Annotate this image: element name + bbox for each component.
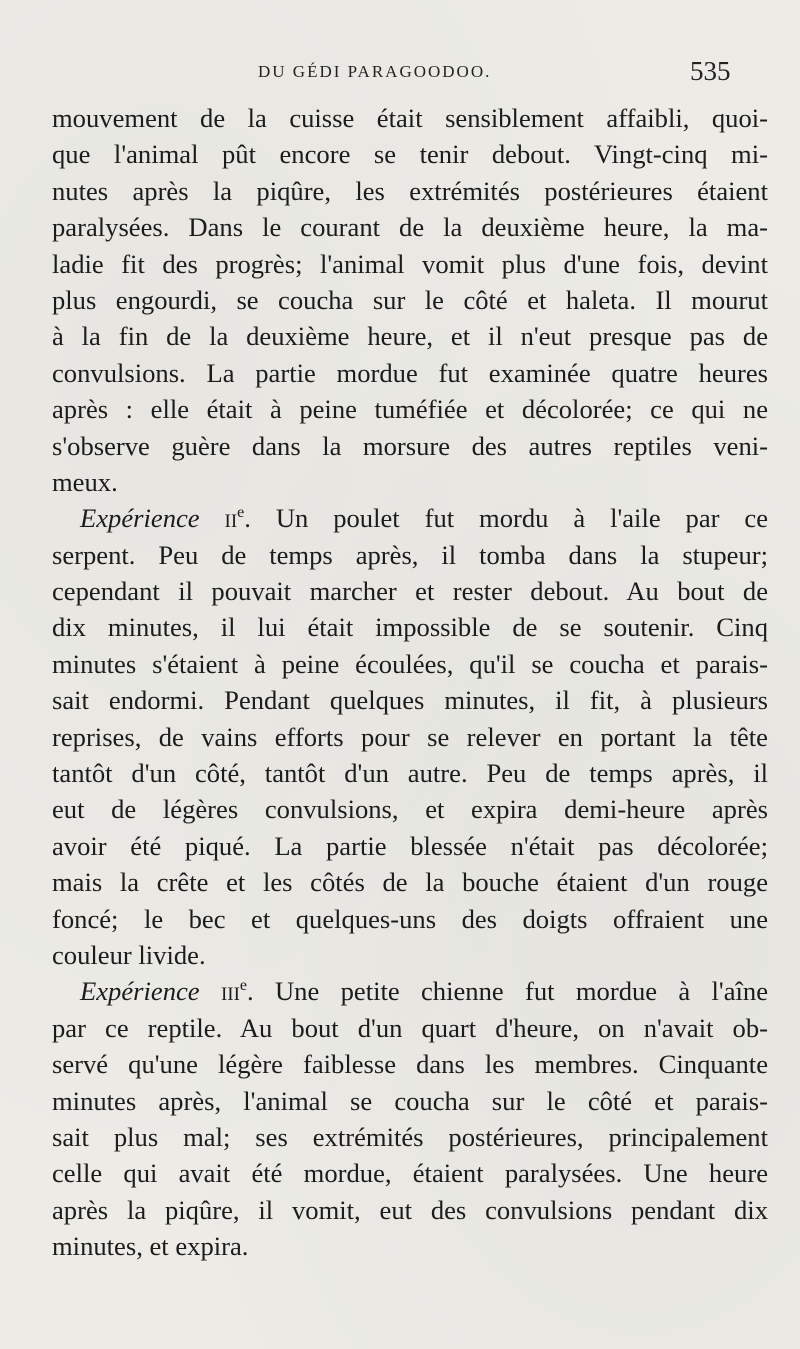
experiment-ordinal: iii — [220, 976, 240, 1007]
experiment-heading-line — [52, 500, 768, 536]
running-head — [0, 58, 800, 98]
text-line: avoir été piqué. La partie blessée n'était pas décolorée; — [52, 830, 768, 861]
text-line: tantôt d'un côté, tantôt d'un autre. Peu de temps après, il — [52, 758, 768, 789]
text-line: reprises, de vains efforts pour se relever en portant la tête — [52, 721, 768, 752]
text-line: celle qui avait été mordue, étaient paralysées. Une heure — [52, 1158, 768, 1189]
text-line: serpent. Peu de temps après, il tomba dans la stupeur; — [52, 539, 768, 570]
text-line: après : elle était à peine tuméfiée et décolorée; ce qui ne — [52, 394, 768, 425]
text-line: minutes après, l'animal se coucha sur le côté et parais- — [52, 1085, 768, 1116]
running-title: DU GÉDI PARAGOODOO. — [258, 62, 492, 81]
text-line: meux. — [52, 466, 118, 497]
ordinal-suffix: e — [239, 977, 248, 995]
text-line: que l'animal pût encore se tenir debout. Vingt-cinq mi- — [52, 139, 768, 170]
text-line: foncé; le bec et quelques-uns des doigts offraient une — [52, 903, 768, 934]
page-number: 535 — [690, 56, 731, 86]
text-line: sait plus mal; ses extrémités postérieures, principalement — [52, 1121, 768, 1152]
experiment-label: Expérience — [80, 976, 200, 1007]
experiment-label: Expérience — [80, 503, 200, 534]
text-line: paralysées. Dans le courant de la deuxième heure, la ma- — [52, 212, 768, 243]
text-line: plus engourdi, se coucha sur le côté et haleta. Il mourut — [52, 284, 768, 315]
body-text — [52, 100, 768, 1265]
experiment-heading-line — [52, 973, 768, 1009]
text-line: eut de légères convulsions, et expira demi-heure après — [52, 794, 768, 825]
first-line-text: . Une petite chienne fut mordue à l'aîne — [247, 976, 768, 1007]
text-line: servé qu'une légère faiblesse dans les membres. Cinquante — [52, 1049, 768, 1080]
text-line: cependant il pouvait marcher et rester debout. Au bout de — [52, 576, 768, 607]
text-line: nutes après la piqûre, les extrémités postérieures étaient — [52, 175, 768, 206]
ordinal-suffix: e — [237, 504, 245, 522]
text-line: couleur livide. — [52, 939, 206, 970]
text-line: s'observe guère dans la morsure des autres reptiles veni- — [52, 430, 768, 461]
text-line: par ce reptile. Au bout d'un quart d'heure, on n'avait ob- — [52, 1012, 768, 1043]
experiment-ordinal: ii — [224, 503, 238, 534]
text-line: à la fin de la deuxième heure, et il n'eut presque pas de — [52, 321, 768, 352]
text-line: mouvement de la cuisse était sensiblement affaibli, quoi- — [52, 103, 768, 133]
text-line: mais la crête et les côtés de la bouche étaient d'un rouge — [52, 867, 768, 898]
text-line: convulsions. La partie mordue fut examinée quatre heures — [52, 357, 768, 388]
text-line: minutes, et expira. — [52, 1231, 249, 1262]
first-line-text: . Un poulet fut mordu à l'aile par ce — [244, 503, 768, 534]
text-line: après la piqûre, il vomit, eut des convulsions pendant dix — [52, 1194, 768, 1225]
text-line: dix minutes, il lui était impossible de se soutenir. Cinq — [52, 612, 768, 643]
text-line: minutes s'étaient à peine écoulées, qu'il se coucha et parais- — [52, 648, 768, 679]
text-line: ladie fit des progrès; l'animal vomit plus d'une fois, devint — [52, 248, 768, 279]
text-line: sait endormi. Pendant quelques minutes, il fit, à plusieurs — [52, 685, 768, 716]
